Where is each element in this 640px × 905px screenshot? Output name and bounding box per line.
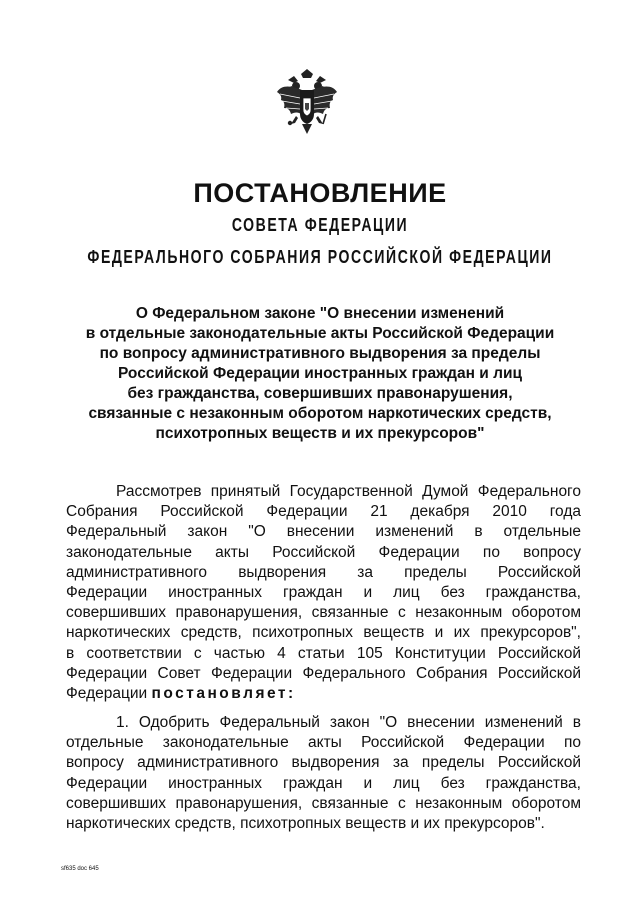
- coat-of-arms-icon: [274, 68, 340, 136]
- paragraph-last-line: [66, 684, 581, 704]
- last-line-prefix: Федерации: [66, 684, 148, 702]
- body-paragraph-1: [66, 482, 581, 704]
- subject-line: связанные с незаконным оборотом наркотических средств,: [88, 405, 552, 422]
- paragraph-line: совершивших правонарушения, связанные с незаконным оборотом: [66, 794, 581, 812]
- document-code: sf635 doc 645: [61, 866, 99, 872]
- paragraph-line: наркотических средств, психотропных веществ и их прекурсоров".: [66, 814, 545, 832]
- paragraph-line: Рассмотрев принятый Государственной Думой Федерального: [116, 483, 581, 500]
- paragraph-line: Собрания Российской Федерации 21 декабря 2010 года: [66, 503, 581, 521]
- paragraph-line: Федерации Совет Федерации Федерального Собрания Российской: [66, 664, 581, 682]
- paragraph-line: Федерации иностранных граждан и лиц без гражданства,: [66, 583, 581, 601]
- subject-line: по вопросу административного выдворения за пределы: [99, 345, 541, 362]
- subject-line: без гражданства, совершивших правонарушения,: [127, 385, 513, 402]
- paragraph-line: вопросу административного выдворения за пределы Российской: [66, 754, 581, 772]
- subject-line: О Федеральном законе "О внесении изменений: [135, 305, 505, 322]
- document-title: ПОСТАНОВЛЕНИЕ: [193, 178, 447, 208]
- subject-line: психотропных веществ и их прекурсоров": [155, 425, 485, 442]
- document-subtitle-line2: ФЕДЕРАЛЬНОГО СОБРАНИЯ РОССИЙСКОЙ ФЕДЕРАЦИИ: [87, 247, 553, 267]
- subject-line: Российской Федерации иностранных граждан и лиц: [117, 365, 523, 382]
- paragraph-line: Федерации иностранных граждан и лиц без гражданства,: [66, 774, 581, 792]
- paragraph-line: 1. Одобрить Федеральный закон "О внесении изменений в: [116, 714, 581, 731]
- subject-line: в отдельные законодательные акты Российской Федерации: [85, 325, 555, 342]
- document-subtitle-line1: СОВЕТА ФЕДЕРАЦИИ: [231, 215, 409, 235]
- paragraph-line: административного выдворения за пределы Российской: [66, 563, 581, 581]
- paragraph-line: совершивших правонарушения, связанные с незаконным оборотом: [66, 604, 581, 622]
- paragraph-line: наркотических средств, психотропных веществ и их прекурсоров",: [66, 624, 581, 642]
- resolution-subject: [60, 304, 580, 444]
- body-paragraph-2: [66, 713, 581, 834]
- paragraph-line: в соответствии с частью 4 статьи 105 Конституции Российской: [66, 644, 581, 662]
- resolution-verb: постановляет:: [151, 684, 296, 702]
- paragraph-line: Федеральный закон "О внесении изменений в отдельные: [66, 523, 581, 541]
- paragraph-line: отдельные законодательные акты Российской Федерации по: [66, 734, 581, 752]
- paragraph-line: законодательные акты Российской Федерации по вопросу: [66, 543, 581, 561]
